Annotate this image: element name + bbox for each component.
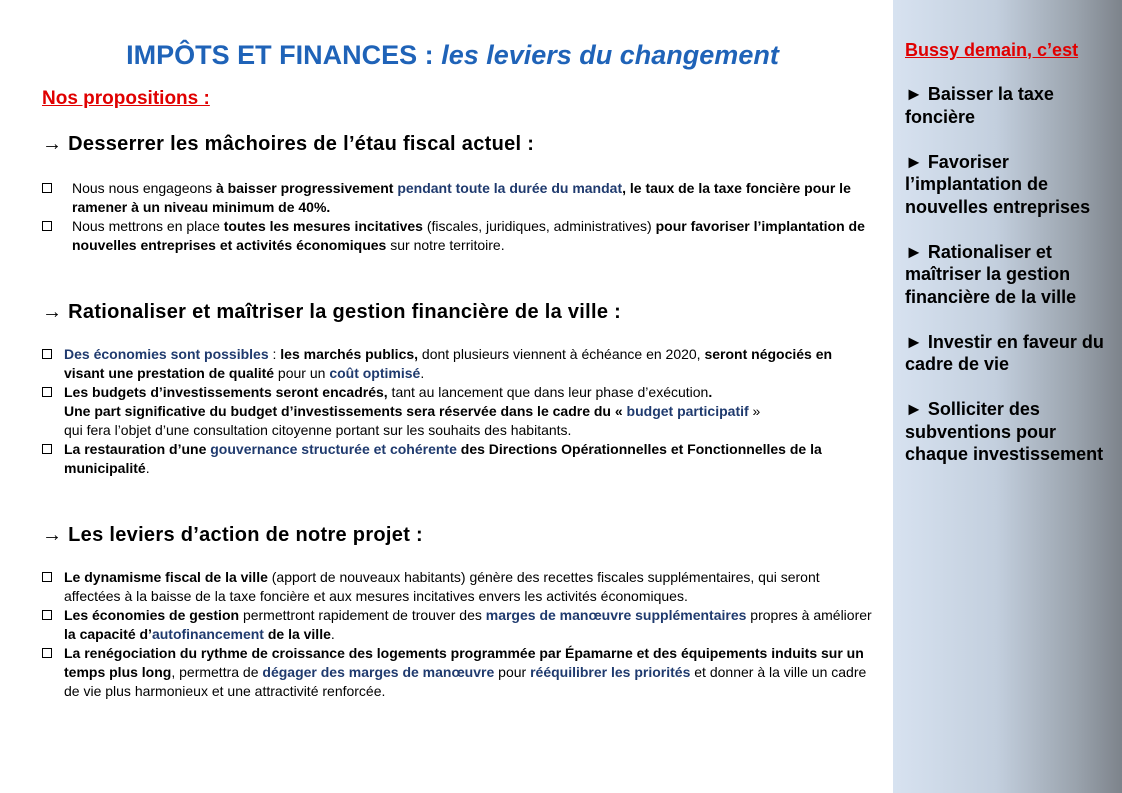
text-run: rééquilibrer les priorités bbox=[530, 664, 691, 680]
text-run: pour bbox=[494, 664, 531, 680]
sidebar-item-subventions: ► Solliciter des subventions pour chaque investissement bbox=[905, 399, 1104, 464]
sidebar-item-gestion: ► Rationaliser et maîtriser la gestion financière de la ville bbox=[905, 241, 1077, 307]
checkbox-bullet-icon bbox=[42, 444, 52, 454]
text-run: , le taux de la taxe foncière pour le ramener à un niveau minimum de 40%. bbox=[72, 180, 851, 215]
text-run: gouvernance structurée et cohérente bbox=[210, 441, 457, 457]
text-run: dont plusieurs viennent à échéance en 2020, bbox=[418, 346, 705, 362]
text-run: Les budgets d’investissements seront encadrés, bbox=[64, 384, 388, 400]
section-list-fiscal bbox=[42, 179, 872, 255]
list-item bbox=[42, 345, 872, 383]
checkbox-bullet-icon bbox=[42, 387, 52, 397]
text-run: : bbox=[268, 346, 281, 362]
section-heading-leviers: → Les leviers d’action de notre projet : bbox=[42, 524, 423, 546]
sidebar-item-cadre-de-vie: ► Investir en faveur du cadre de vie bbox=[905, 331, 1104, 374]
text-run: tant au lancement que dans leur phase d’exécution bbox=[387, 384, 709, 400]
text-run: La renégociation du rythme de croissance des logements programmée par Épamarne et des équipements induits sur un temps plus long bbox=[64, 645, 864, 680]
text-run: . bbox=[420, 365, 425, 381]
text-run: pour un bbox=[274, 365, 330, 381]
text-run: et donner à la ville un cadre de vie plus harmonieux et une attractivité renforcée. bbox=[64, 664, 867, 699]
text-run: de la ville bbox=[263, 626, 331, 642]
section-heading-fiscal: → Desserrer les mâchoires de l’étau fiscal actuel : bbox=[42, 133, 535, 155]
text-run: la capacité d’ bbox=[64, 626, 152, 642]
title-main: IMPÔTS ET FINANCES : bbox=[126, 40, 434, 70]
text-run: à baisser progressivement bbox=[216, 180, 398, 196]
text-run: pendant toute la durée du mandat bbox=[397, 180, 623, 196]
section-list-leviers bbox=[42, 568, 872, 701]
list-item bbox=[42, 606, 872, 644]
page-title bbox=[0, 40, 905, 71]
list-item bbox=[42, 217, 872, 255]
text-run: » bbox=[748, 403, 761, 419]
sidebar-item-taxe: ► Baisser la taxe foncière bbox=[905, 84, 1054, 127]
list-item bbox=[42, 383, 872, 440]
text-run: propres à améliorer bbox=[746, 607, 872, 623]
sidebar-item-entreprises: ► Favoriser l’implantation de nouvelles entreprises bbox=[905, 151, 1091, 217]
text-run: . bbox=[330, 626, 335, 642]
title-italic: les leviers du changement bbox=[441, 40, 779, 70]
section-list-gestion bbox=[42, 345, 872, 478]
text-run: Le dynamisme fiscal de la ville bbox=[64, 569, 268, 585]
text-run: permettront rapidement de trouver des bbox=[239, 607, 486, 623]
checkbox-bullet-icon bbox=[42, 183, 52, 193]
text-run: Nous mettrons en place bbox=[72, 218, 224, 234]
checkbox-bullet-icon bbox=[42, 648, 52, 658]
text-run: La restauration d’une bbox=[64, 441, 211, 457]
text-run: des Directions Opérationnelles et Fonctionnelles de la municipalité bbox=[64, 441, 822, 476]
text-run: Nous nous engageons bbox=[72, 180, 216, 196]
list-item bbox=[42, 568, 872, 606]
text-run: budget participatif bbox=[626, 403, 749, 419]
text-run: autofinancement bbox=[151, 626, 264, 642]
checkbox-bullet-icon bbox=[42, 572, 52, 582]
list-item bbox=[42, 179, 872, 217]
checkbox-bullet-icon bbox=[42, 349, 52, 359]
text-run: coût optimisé bbox=[329, 365, 421, 381]
text-run: toutes les mesures incitatives bbox=[223, 218, 423, 234]
text-run: Une part significative du budget d’investissements sera réservée dans le cadre du « bbox=[64, 403, 627, 419]
section-heading-gestion: → Rationaliser et maîtriser la gestion financière de la ville : bbox=[42, 301, 622, 323]
text-run: Des économies sont possibles bbox=[64, 346, 269, 362]
text-run: dégager des marges de manœuvre bbox=[262, 664, 495, 680]
checkbox-bullet-icon bbox=[42, 610, 52, 620]
text-run: pour favoriser l’implantation de nouvelles entreprises et activités économiques bbox=[72, 218, 865, 253]
sidebar-heading: Bussy demain, c’est bbox=[905, 40, 1079, 60]
text-run: (apport de nouveaux habitants) génère des recettes fiscales supplémentaires, qui seront affectées à la baisse de la taxe foncière et aux mesures incitatives envers les activités économiques. bbox=[64, 569, 820, 604]
text-run: qui fera l’objet d’une consultation citoyenne portant sur les souhaits des habitants. bbox=[64, 422, 572, 438]
text-run: marges de manœuvre supplémentaires bbox=[485, 607, 747, 623]
checkbox-bullet-icon bbox=[42, 221, 52, 231]
text-run: . bbox=[708, 384, 713, 400]
text-run: sur notre territoire. bbox=[386, 237, 505, 253]
text-run: (fiscales, juridiques, administratives) bbox=[422, 218, 656, 234]
text-run: . bbox=[145, 460, 150, 476]
list-item bbox=[42, 644, 872, 701]
text-run: , permettra de bbox=[171, 664, 263, 680]
text-run: les marchés publics, bbox=[280, 346, 419, 362]
text-run: Les économies de gestion bbox=[64, 607, 240, 623]
text-run: seront négociés en visant une prestation de qualité bbox=[64, 346, 833, 381]
propositions-label: Nos propositions : bbox=[42, 88, 210, 109]
list-item bbox=[42, 440, 872, 478]
sidebar-list bbox=[905, 83, 1117, 488]
